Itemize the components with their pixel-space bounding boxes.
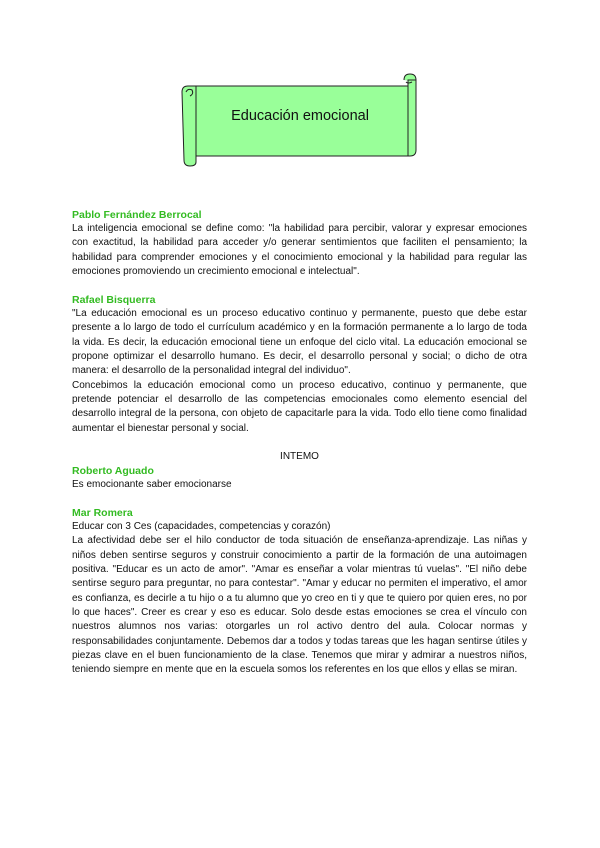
section-bisquerra — [72, 293, 527, 436]
author-name: Pablo Fernández Berrocal — [72, 209, 202, 221]
paragraph: Es emocionante saber emocionarse — [72, 478, 232, 490]
paragraph: La inteligencia emocional se define como: "la habilidad para percibir, valorar y expresar emociones con exactitud, la habilidad para acceder y/o generar sentimientos que faciliten el pensamiento; la habilidad para comprender emociones y el conocimiento emocional y la habilidad para regular las emociones promoviendo un crecimiento emocional e intelectual". — [72, 223, 527, 277]
paragraph: Concebimos la educación emocional como un proceso educativo, continuo y permanente, que pretende potenciar el desarrollo de las competencias emocionales como elemento esencial del desarrollo integral de la persona, con objeto de capacitarle para la vida. Todo ello tiene como finalidad aumentar el bienestar personal y social. — [72, 379, 527, 434]
paragraph: La afectividad debe ser el hilo conductor de toda situación de enseñanza-aprendizaje. Las niñas y niños deben sentirse seguros y construir conocimiento a partir de la formación de una autoimagen positiva. "Educar es un acto de amor". "Amar es enseñar a volar mientras tú vuelas". "El niño debe sentirse seguro para preguntar, no para contestar". "Amar y educar no permiten el imperativo, el amor es confianza, es decirle a tu hijo o a tu alumno que yo creo en ti y que te quiero por quien eres, no por lo que haces". Creer es crear y eso es educar. Solo desde estas emociones se crea el vínculo con nuestros alumnos nos varias: otorgarles un rol activo dentro del aula. Colocar normas y responsabilidades conjuntamente. Debemos dar a todos y todas tareas que les hagan sentirse útiles y piezas clave en el buen funcionamiento de la clase. Tenemos que mirar y admirar a nuestros niños, teniendo siempre en mente que en la escuela somos los referentes en los que ellos y ellas se miran. — [72, 535, 527, 676]
section-romera — [72, 506, 527, 677]
title-banner — [180, 72, 420, 168]
document-body — [72, 208, 527, 677]
section-aguado — [72, 464, 527, 492]
section-berrocal — [72, 208, 527, 279]
paragraph: "La educación emocional es un proceso educativo continuo y permanente, puesto que debe estar presente a lo largo de todo el currículum académico y en la formación permanente a lo largo de toda la vida. Es decir, la educación emocional tiene un enfoque del ciclo vital. La educación emocional se propone optimizar el desarrollo humano. Es decir, el desarrollo personal y social; o dicho de otra manera: el desarrollo de la personalidad integral del individuo". — [72, 308, 527, 377]
section-heading-intemo: INTEMO — [280, 450, 319, 462]
author-name: Rafael Bisquerra — [72, 294, 156, 307]
author-name: Mar Romera — [72, 507, 133, 520]
document-title: Educación emocional — [231, 108, 369, 124]
subtitle: Educar con 3 Ces (capacidades, competencias y corazón) — [72, 521, 331, 533]
author-name: Roberto Aguado — [72, 464, 154, 477]
